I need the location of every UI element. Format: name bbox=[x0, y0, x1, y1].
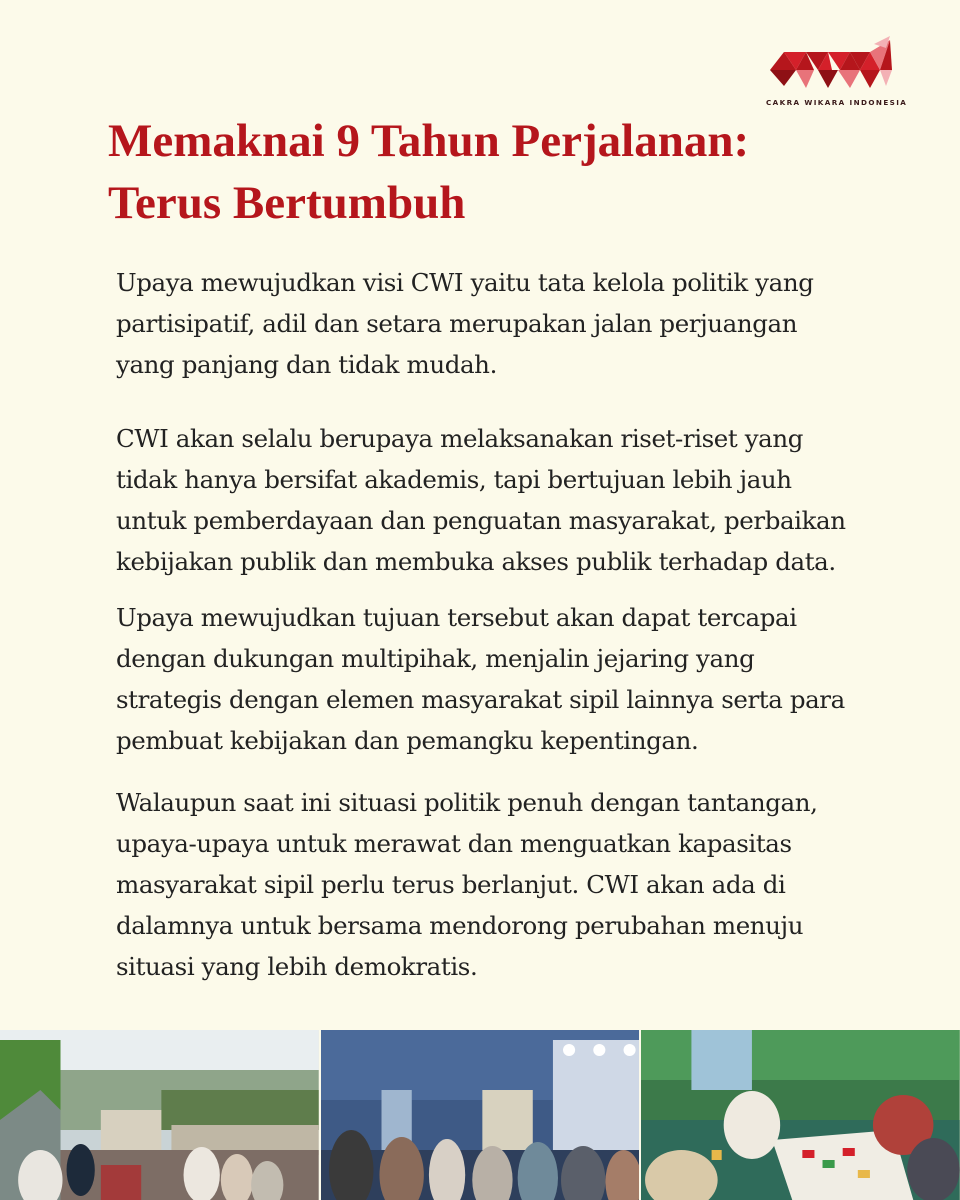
photo-outdoor-meeting bbox=[0, 1030, 319, 1200]
brand-name: CAKRA WIKARA INDONESIA bbox=[766, 98, 908, 107]
paragraph-collaboration bbox=[116, 597, 876, 761]
paragraph-line: yang panjang dan tidak mudah. bbox=[116, 350, 497, 379]
paragraph-line: kebijakan publik dan membuka akses publik terhadap data. bbox=[116, 547, 836, 576]
paragraph-line: Upaya mewujudkan tujuan tersebut akan dapat tercapai bbox=[116, 603, 797, 632]
paragraph-line: Upaya mewujudkan visi CWI yaitu tata kelola politik yang bbox=[116, 268, 814, 297]
paragraph-line: pembuat kebijakan dan pemangku kepentingan. bbox=[116, 726, 699, 755]
paragraph-line: masyarakat sipil perlu terus berlanjut. CWI akan ada di bbox=[116, 870, 786, 899]
photo-indoor-group bbox=[321, 1030, 640, 1200]
paragraph-closing bbox=[116, 782, 876, 987]
photo-floor-workshop bbox=[641, 1030, 960, 1200]
page-title bbox=[108, 110, 868, 234]
cwi-logo-mark-icon bbox=[766, 36, 900, 96]
paragraph-line: dalamnya untuk bersama mendorong perubahan menuju bbox=[116, 911, 804, 940]
paragraph-line: upaya-upaya untuk merawat dan menguatkan kapasitas bbox=[116, 829, 792, 858]
photo-strip bbox=[0, 1030, 960, 1200]
title-line: Terus Bertumbuh bbox=[108, 177, 466, 229]
paragraph-line: CWI akan selalu berupaya melaksanakan riset-riset yang bbox=[116, 424, 804, 453]
paragraph-line: partisipatif, adil dan setara merupakan jalan perjuangan bbox=[116, 309, 798, 338]
paragraph-line: dengan dukungan multipihak, menjalin jejaring yang bbox=[116, 644, 755, 673]
paragraph-line: situasi yang lebih demokratis. bbox=[116, 952, 478, 981]
paragraph-research bbox=[116, 418, 876, 582]
paragraph-line: tidak hanya bersifat akademis, tapi bertujuan lebih jauh bbox=[116, 465, 792, 494]
paragraph-line: Walaupun saat ini situasi politik penuh dengan tantangan, bbox=[116, 788, 818, 817]
title-line: Memaknai 9 Tahun Perjalanan: bbox=[108, 115, 750, 167]
paragraph-line: untuk pemberdayaan dan penguatan masyarakat, perbaikan bbox=[116, 506, 846, 535]
brand-logo bbox=[766, 36, 908, 112]
paragraph-line: strategis dengan elemen masyarakat sipil lainnya serta para bbox=[116, 685, 845, 714]
paragraph-vision bbox=[116, 262, 876, 385]
